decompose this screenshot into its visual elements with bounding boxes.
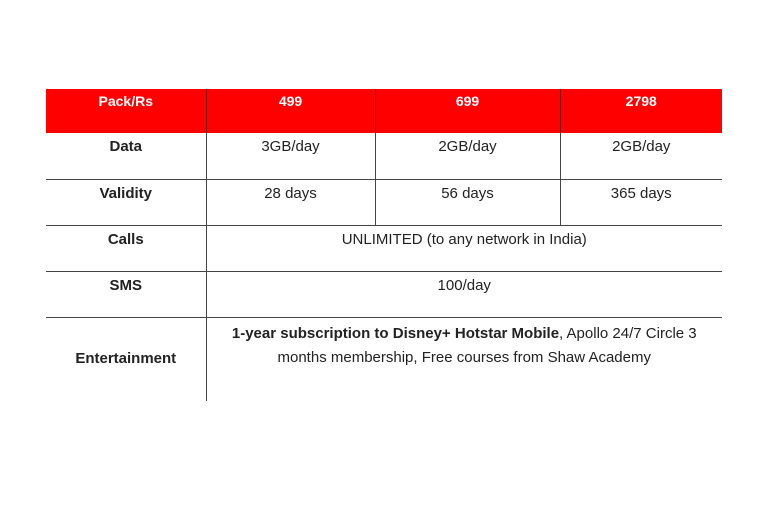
entertainment-label: Entertainment (75, 350, 177, 368)
calls-label: Calls (46, 225, 206, 271)
data-value-499: 3GB/day (206, 133, 375, 179)
pack-comparison-table (46, 89, 722, 401)
header-row (46, 89, 722, 133)
header-price-2798: 2798 (560, 89, 722, 133)
calls-row (46, 225, 722, 271)
header-pack-label: Pack/Rs (46, 89, 206, 133)
entertainment-value (206, 317, 722, 401)
sms-row (46, 271, 722, 317)
entertainment-row (46, 317, 722, 401)
entertainment-highlight: 1-year subscription to Disney+ Hotstar Mobile (231, 324, 560, 342)
data-label: Data (46, 133, 206, 179)
entertainment-details: , Apollo 24/7 Circle 3 months membership, Free courses from Shaw Academy (277, 324, 697, 366)
sms-value: 100/day (206, 271, 722, 317)
validity-value-499: 28 days (206, 179, 375, 225)
calls-value: UNLIMITED (to any network in India) (206, 225, 722, 271)
data-value-699: 2GB/day (375, 133, 560, 179)
header-price-699: 699 (375, 89, 560, 133)
data-value-2798: 2GB/day (560, 133, 722, 179)
validity-value-2798: 365 days (560, 179, 722, 225)
data-row (46, 133, 722, 179)
header-price-499: 499 (206, 89, 375, 133)
validity-label: Validity (46, 179, 206, 225)
sms-label: SMS (46, 271, 206, 317)
validity-value-699: 56 days (375, 179, 560, 225)
validity-row (46, 179, 722, 225)
